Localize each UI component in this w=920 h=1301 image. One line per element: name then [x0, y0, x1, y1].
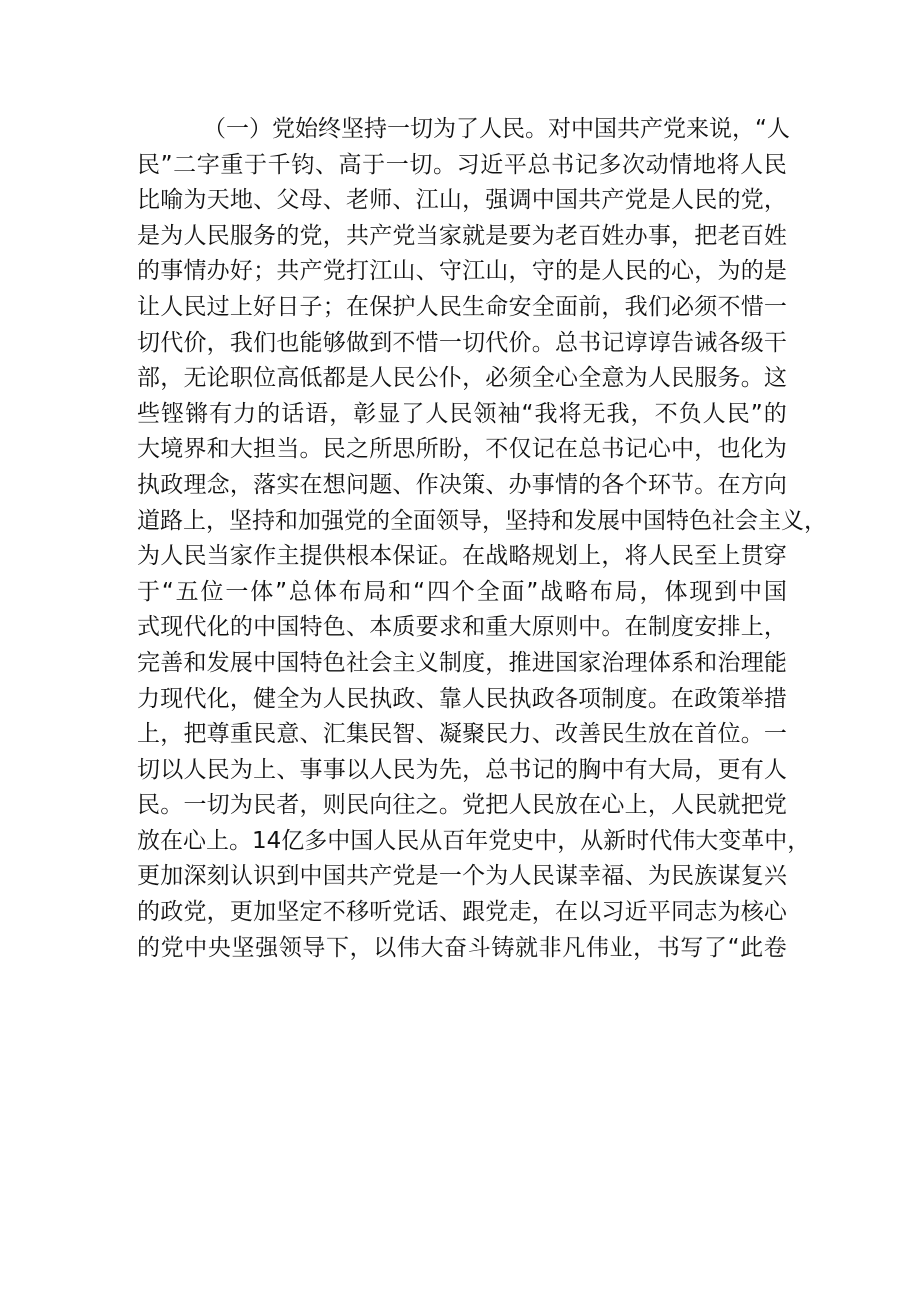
- text-line: 式 现 代 化 的 中 国 特 色 、 本 质 要 求 和 重 大 原 则 中 。 在 制 度 安 排 上 ，: [137, 614, 787, 641]
- text-line: 些 铿 锵 有 力 的 话 语 ， 彰 显 了 人 民 领 袖 “ 我 将 无 我 ， 不 负 人 民 ” 的: [137, 400, 787, 427]
- text-line: 为 人 民 当 家 作 主 提 供 根 本 保 证 。 在 战 略 规 划 上 ， 将 人 民 至 上 贯 穿: [137, 543, 787, 570]
- text-line: 完 善 和 发 展 中 国 特 色 社 会 主 义 制 度 ， 推 进 国 家 治 理 体 系 和 治 理 能: [137, 649, 787, 676]
- text-line: 切 代 价 ， 我 们 也 能 够 做 到 不 惜 一 切 代 价 。 总 书 记 谆 谆 告 诫 各 级 干: [137, 329, 787, 356]
- text-line: 放 在 心 上 。 1 4 亿 多 中 国 人 民 从 百 年 党 史 中 ， 从 新 时 代 伟 大 变 革 中 ，: [137, 827, 811, 854]
- text-line: 上 ， 把 尊 重 民 意 、 汇 集 民 智 、 凝 聚 民 力 、 改 善 民 生 放 在 首 位 。 一: [137, 721, 787, 748]
- text-line: 的 党 中 央 坚 强 领 导 下 ， 以 伟 大 奋 斗 铸 就 非 凡 伟 业 ， 书 写 了 “ 此 卷: [137, 934, 787, 961]
- text-line: 民 ” 二 字 重 于 千 钧 、 高 于 一 切 。 习 近 平 总 书 记 多 次 动 情 地 将 人 民: [137, 151, 787, 178]
- text-line: 部 ， 无 论 职 位 高 低 都 是 人 民 公 仆 ， 必 须 全 心 全 意 为 人 民 服 务 。 这: [137, 365, 787, 392]
- text-line: 的 政 党 ， 更 加 坚 定 不 移 听 党 话 、 跟 党 走 ， 在 以 习 近 平 同 志 为 核 心: [137, 899, 787, 926]
- text-line: 更 加 深 刻 认 识 到 中 国 共 产 党 是 一 个 为 人 民 谋 幸 福 、 为 民 族 谋 复 兴: [137, 863, 787, 890]
- text-line: 大 境 界 和 大 担 当 。 民 之 所 思 所 盼 ， 不 仅 记 在 总 书 记 心 中 ， 也 化 为: [137, 436, 787, 463]
- text-line: 让 人 民 过 上 好 日 子 ； 在 保 护 人 民 生 命 安 全 面 前 ， 我 们 必 须 不 惜 一: [137, 293, 787, 320]
- text-line: 执 政 理 念 ， 落 实 在 想 问 题 、 作 决 策 、 办 事 情 的 各 个 环 节 。 在 方 向: [137, 471, 787, 498]
- text-line: 是 为 人 民 服 务 的 党 ， 共 产 党 当 家 就 是 要 为 老 百 姓 办 事 ， 把 老 百 姓: [137, 222, 787, 249]
- text-line: 道 路 上 ， 坚 持 和 加 强 党 的 全 面 领 导 ， 坚 持 和 发 展 中 国 特 色 社 会 主 义 ，: [137, 507, 827, 534]
- text-line: 力 现 代 化 ， 健 全 为 人 民 执 政 、 靠 人 民 执 政 各 项 制 度 。 在 政 策 举 措: [137, 685, 787, 712]
- body-paragraph: [137, 112, 827, 966]
- text-line: （ 一 ） 党 始 终 坚 持 一 切 为 了 人 民 。 对 中 国 共 产 党 来 说 ， “ 人: [203, 116, 790, 142]
- text-line: 切 以 人 民 为 上 、 事 事 以 人 民 为 先 ， 总 书 记 的 胸 中 有 大 局 ， 更 有 人: [137, 756, 787, 783]
- text-line: 于 “ 五 位 一 体 ” 总 体 布 局 和 “ 四 个 全 面 ” 战 略 布 局 ， 体 现 到 中 国: [137, 578, 787, 605]
- text-line: 的 事 情 办 好 ； 共 产 党 打 江 山 、 守 江 山 ， 守 的 是 人 民 的 心 ， 为 的 是: [137, 258, 787, 285]
- text-line: 民 。 一 切 为 民 者 ， 则 民 向 往 之 。 党 把 人 民 放 在 心 上 ， 人 民 就 把 党: [137, 792, 787, 819]
- text-line: 比 喻 为 天 地 、 父 母 、 老 师 、 江 山 ， 强 调 中 国 共 产 党 是 人 民 的 党 ，: [137, 187, 787, 214]
